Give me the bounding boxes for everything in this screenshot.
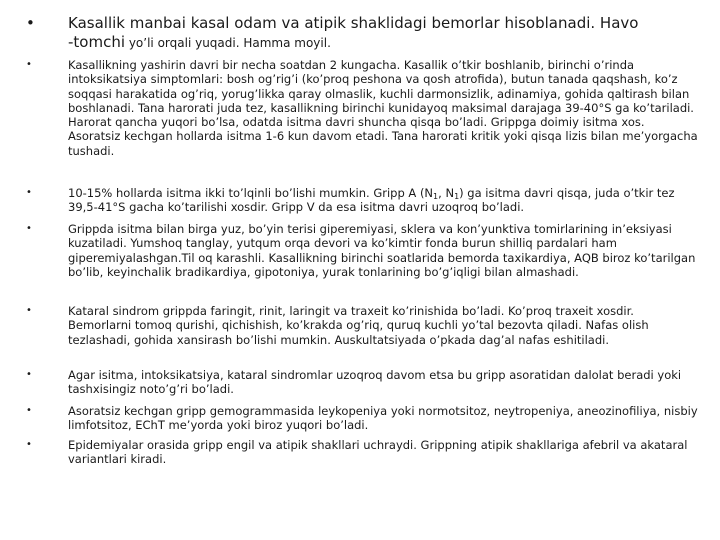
bullet-icon: • (26, 187, 32, 198)
bullet-text-lead (68, 14, 700, 53)
bullet-text-5: Agar isitma, intoksikatsiya, kataral sindromlar uzoqroq davom etsa bu gripp asoratidan dalolat beradi yoki tashxisingiz noto’g’ri bo’ladi. (68, 368, 682, 397)
bullet-icon: • (26, 305, 32, 316)
item2-after: ) ga isitma davri qisqa, juda o’tkir tez 39,5-41°S gacha ko’tarilishi xosdir. Gripp V da esa isitma davri uzoqroq bo’ladi. (68, 186, 675, 215)
bullet-text-2 (68, 186, 700, 215)
lead-second-rest: yo’li orqali yuqadi. Hamma moyil. (125, 36, 331, 50)
bullet-icon: • (26, 14, 35, 32)
lead-first-line: Kasallik manbai kasal odam va atipik shaklidagi bemorlar hisoblanadi. Havo (68, 14, 639, 32)
bullet-icon: • (26, 223, 32, 234)
bullet-icon: • (26, 405, 32, 416)
item2-before: 10-15% hollarda isitma ikki to’lqinli bo’lishi mumkin. Gripp A (N (68, 186, 434, 200)
bullet-icon: • (26, 439, 32, 450)
item2-sub1: 1 (433, 192, 439, 201)
lead-second-prefix: -tomchi (68, 33, 126, 51)
bullet-icon: • (26, 369, 32, 380)
item2-mid: , N (438, 186, 455, 200)
item2-sub2: 1 (454, 192, 460, 201)
bullet-text-7: Epidemiyalar orasida gripp engil va atipik shakllari uchraydi. Grippning atipik shakllariga afebril va akataral variantlari kiradi. (68, 438, 688, 467)
bullet-text-3: Grippda isitma bilan birga yuz, bo’yin terisi giperemiyasi, sklera va kon’yunktiva tomirlarining in’eksiyasi kuzatiladi. Yumshoq tanglay, yutqum orqa devori va ko’kimtir fonda burun shilliq pardalari ham giperemiyalashgan.Til oq karashli. Kasallikning birinchi soatlarida bemorda taxikardiya, AQB biroz ko’tarilgan bo’lib, keyinchalik bradikardiya, gipotoniya, yurak tonlarining bo’g’iqligi bilan almashadi. (68, 222, 696, 279)
bullet-text-6: Asoratsiz kechgan gripp gemogrammasida leykopeniya yoki normotsitoz, neytropeniya, aneozinofiliya, nisbiy limfotsitoz, EChT me’yorda yoki biroz yuqori bo’ladi. (68, 404, 698, 433)
bullet-text-4: Kataral sindrom grippda faringit, rinit, laringit va traxeit ko’rinishida bo’ladi. Ko’proq traxeit xosdir. Bemorlarni tomoq qurishi, qichishish, ko’krakda og’riq, quruq kuchli yo’tal bezovta qiladi. Nafas olish tezlashadi, gohida xansirash bo’lishi mumkin. Auskultatsiyada o’pkada dag’al nafas eshitiladi. (68, 304, 649, 347)
bullet-text-1: Kasallikning yashirin davri bir necha soatdan 2 kungacha. Kasallik o’tkir boshlanib, birinchi o’rinda intoksikatsiya simptomlari: bosh og’rig’i (ko’proq peshona va qosh atrofida), butun tanada qaqshash, ko’z soqqasi harakatida og’riq, yorug’likka qaray olmaslik, kuchli darmonsizlik, adinamiya, gohida qaltirash bilan boshlanadi. Tana harorati juda tez, kasallikning birinchi kunidayoq maksimal darajaga 39-40°S ga ko’tariladi. Harorat qancha yuqori bo’lsa, odatda isitma davri shuncha qisqa bo’ladi. Grippga doimiy isitma xos. Asoratsiz kechgan hollarda isitma 1-6 kun davom etadi. Tana harorati kritik yoki qisqa lizis bilan me’yorgacha tushadi. (68, 58, 698, 158)
bullet-icon: • (26, 59, 32, 70)
